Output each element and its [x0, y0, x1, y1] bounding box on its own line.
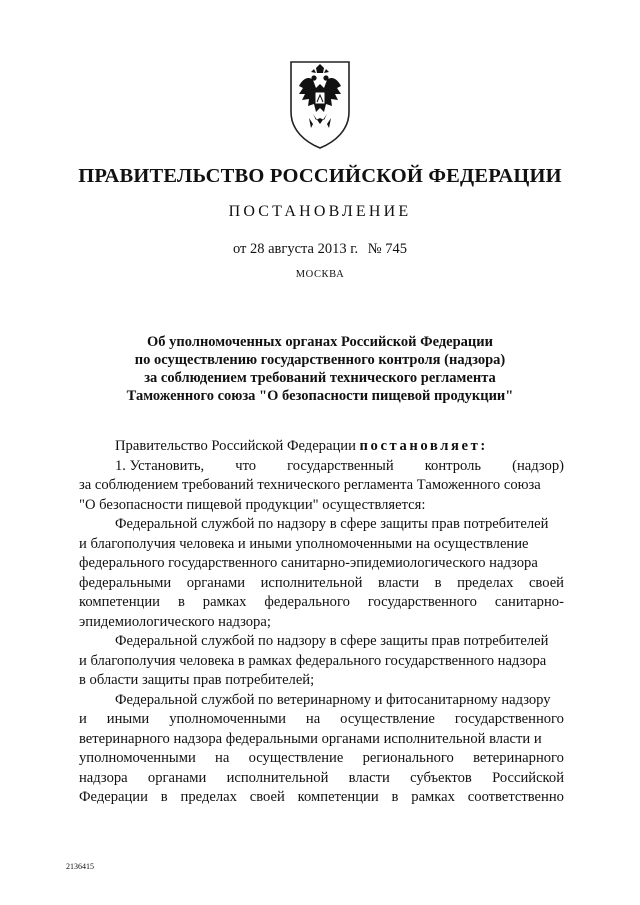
body-word: исполнительной: [260, 574, 363, 591]
body-word: на: [305, 711, 321, 727]
body-word: осуществление: [340, 711, 435, 727]
body-word: контроль: [424, 457, 482, 474]
body-word: в: [177, 594, 185, 610]
body-word: государственного: [367, 594, 477, 610]
body-line: и благополучия человека и иными уполномоченными на осуществление: [79, 535, 529, 552]
body-line-justified: [79, 593, 564, 613]
body-word: санитарно-: [494, 594, 564, 610]
body-word: компетенции: [79, 594, 160, 610]
body-word: и: [79, 711, 87, 727]
body-word: власти: [348, 769, 390, 786]
body-word: надзора: [79, 769, 128, 786]
body-word: компетенции: [297, 789, 379, 805]
body-line-justified: [79, 769, 564, 789]
document-code: 2136415: [66, 862, 94, 871]
body-word: регионального: [362, 750, 454, 766]
body-word: в: [391, 789, 399, 805]
body-line: в области защиты прав потребителей;: [79, 672, 315, 688]
body-word: ветеринарного: [473, 750, 564, 766]
document-number: 745: [385, 241, 408, 257]
body-word: уполномоченными: [169, 711, 286, 727]
body-word: (надзор): [512, 457, 564, 474]
city: МОСКВА: [295, 269, 345, 280]
body-word: пределах: [180, 789, 237, 805]
body-word: на: [215, 750, 230, 766]
body-line: и благополучия человека в рамках федерального государственного надзора: [79, 652, 547, 669]
preamble-verb: постановляет:: [359, 438, 488, 454]
item-1-first-line: [79, 457, 564, 477]
body-word: своей: [528, 574, 564, 591]
heading-line: Таможенного союза "О безопасности пищевой продукции": [126, 388, 514, 404]
body-line: "О безопасности пищевой продукции" осуществляется:: [79, 496, 426, 513]
body-word: осуществление: [248, 750, 344, 766]
body-line: ветеринарного надзора федеральными органами исполнительной власти и: [79, 730, 542, 747]
body-line-justified: [79, 749, 564, 769]
body-word: своей: [249, 789, 285, 805]
body-word: соответственно: [467, 789, 564, 805]
coat-of-arms-icon: [287, 58, 353, 150]
body-word: Федерации: [79, 789, 148, 805]
body-word: государственный: [287, 457, 394, 474]
document-heading: [0, 333, 640, 405]
preamble: [79, 437, 564, 457]
body-word: рамках: [202, 594, 247, 610]
body-line-justified: [79, 788, 564, 808]
preamble-lead: Правительство Российской Федерации: [115, 438, 356, 454]
body-word: власти: [377, 574, 420, 591]
body-word: в: [160, 789, 168, 805]
body-word: уполномоченными: [79, 750, 196, 766]
body-word: субъектов: [410, 769, 472, 786]
document-body: [79, 437, 564, 808]
body-line-justified: [79, 574, 564, 594]
body-line: Федеральной службой по надзору в сфере защиты прав потребителей: [115, 633, 549, 649]
heading-line: по осуществлению государственного контроля (надзора): [134, 352, 506, 368]
body-line: Федеральной службой по надзору в сфере защиты прав потребителей: [115, 516, 549, 532]
heading-line: за соблюдением требований технического регламента: [144, 370, 496, 386]
body-word: исполнительной: [226, 769, 329, 786]
body-line: за соблюдением требований технического регламента Таможенного союза: [79, 477, 541, 493]
body-word: государственного: [454, 711, 564, 727]
body-word: иными: [106, 711, 150, 727]
government-name: ПРАВИТЕЛЬСТВО РОССИЙСКОЙ ФЕДЕРАЦИИ: [78, 165, 562, 187]
body-word: рамках: [411, 789, 455, 805]
document-date-number: [0, 241, 640, 258]
body-line: Федеральной службой по ветеринарному и фитосанитарному надзору: [115, 691, 551, 708]
body-word: Российской: [492, 769, 564, 786]
body-word: федеральными: [79, 574, 172, 591]
document-type: ПОСТАНОВЛЕНИЕ: [228, 203, 412, 220]
body-word: пределах: [457, 574, 514, 591]
document-date: от 28 августа 2013 г.: [232, 241, 359, 257]
body-line-justified: [79, 710, 564, 730]
heading-line: Об уполномоченных органах Российской Федерации: [147, 334, 493, 350]
body-line: эпидемиологического надзора;: [79, 613, 271, 630]
body-word: что: [235, 457, 257, 474]
body-line: федерального государственного санитарно-эпидемиологического надзора: [79, 555, 538, 571]
body-word: органами: [147, 769, 207, 786]
body-word: в: [434, 574, 442, 591]
body-word: 1. Установить,: [115, 457, 205, 474]
body-word: органами: [186, 574, 246, 591]
body-word: федерального: [264, 594, 350, 610]
number-sign: №: [367, 241, 382, 257]
